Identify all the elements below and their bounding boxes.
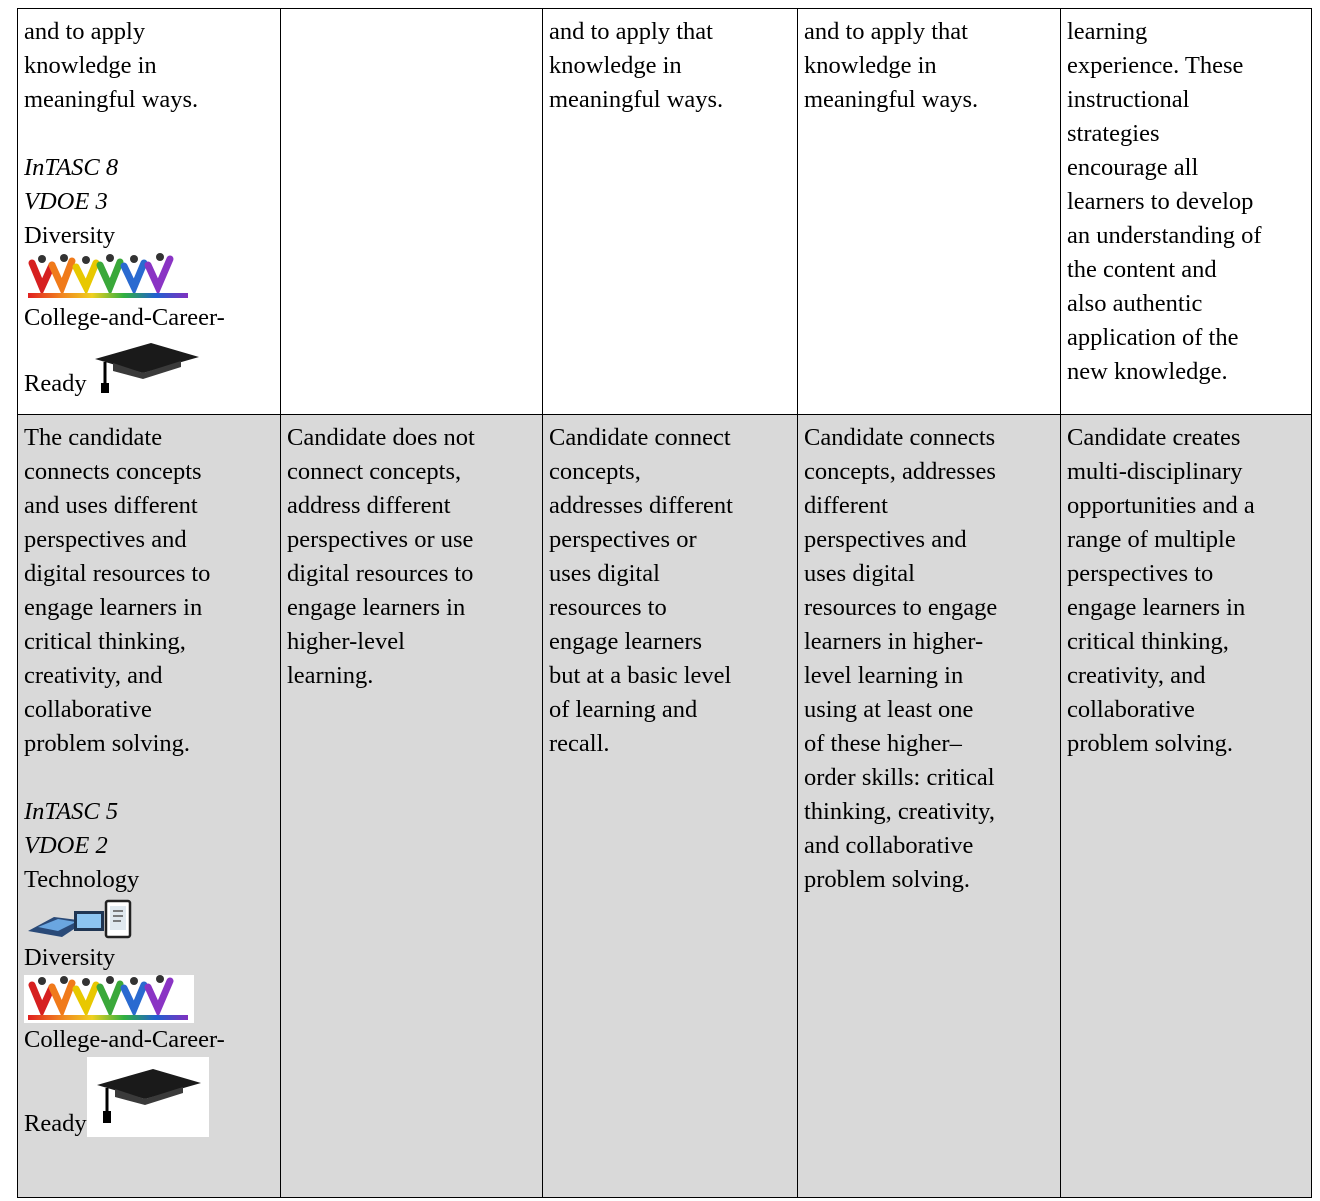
text-line: and to apply (24, 18, 146, 45)
text-line: recall. (549, 730, 610, 757)
tag-label-diversity: Diversity (24, 944, 116, 971)
text-line: problem solving. (24, 730, 191, 757)
text-line: meaningful ways. (549, 86, 724, 113)
text-line: learners in higher- (804, 628, 984, 655)
text-line: addresses different (549, 492, 733, 519)
table-row (18, 9, 1312, 415)
text-line: but at a basic level (549, 662, 732, 689)
text-line: experience. These (1067, 52, 1244, 79)
text-line: learning. (287, 662, 374, 689)
text-line: perspectives and (804, 526, 967, 553)
diversity-people-icon (24, 975, 194, 1023)
text-line: uses digital (549, 560, 660, 587)
text-line: and uses different (24, 492, 198, 519)
text-line: concepts, (549, 458, 641, 485)
text-line: meaningful ways. (24, 86, 199, 113)
tag-label-ready: Ready (24, 1110, 87, 1137)
text-line: new knowledge. (1067, 358, 1228, 385)
text-line: engage learners in (24, 594, 203, 621)
text-line: encourage all (1067, 154, 1199, 181)
level-cell (798, 415, 1061, 1198)
level-cell (1061, 9, 1312, 415)
technology-devices-icon (24, 897, 134, 941)
standard-code: VDOE 3 (24, 188, 108, 215)
text-line: and collaborative (804, 832, 974, 859)
text-line: learning (1067, 18, 1148, 45)
text-line: critical thinking, (1067, 628, 1229, 655)
text-line: multi-disciplinary (1067, 458, 1243, 485)
text-line: opportunities and a (1067, 492, 1255, 519)
level-cell (281, 9, 543, 415)
standard-code: InTASC 5 (24, 798, 119, 825)
text-line: collaborative (24, 696, 152, 723)
tag-label-college-career: College-and-Career- (24, 1026, 225, 1053)
text-line: connects concepts (24, 458, 202, 485)
text-line: problem solving. (804, 866, 971, 893)
text-line: perspectives or (549, 526, 697, 553)
level-cell (798, 9, 1061, 415)
text-line: collaborative (1067, 696, 1195, 723)
text-line: problem solving. (1067, 730, 1234, 757)
text-line: using at least one (804, 696, 974, 723)
text-line: and to apply that (549, 18, 713, 45)
text-line: digital resources to (24, 560, 211, 587)
text-line: address different (287, 492, 451, 519)
table-row (18, 415, 1312, 1198)
level-cell (543, 415, 798, 1198)
text-line: and to apply that (804, 18, 968, 45)
text-line: Candidate connects (804, 424, 996, 451)
text-line: Candidate connect (549, 424, 731, 451)
text-line: Candidate creates (1067, 424, 1241, 451)
text-line: engage learners in (1067, 594, 1246, 621)
text-line: also authentic (1067, 290, 1203, 317)
text-line: connect concepts, (287, 458, 462, 485)
tag-label-college-career: College-and-Career- (24, 304, 225, 331)
level-cell (543, 9, 798, 415)
text-line: perspectives and (24, 526, 187, 553)
tag-label-ready: Ready (24, 370, 87, 397)
text-line: Candidate does not (287, 424, 475, 451)
text-line: resources to engage (804, 594, 998, 621)
level-cell (281, 415, 543, 1198)
text-line: The candidate (24, 424, 163, 451)
text-line: higher-level (287, 628, 405, 655)
text-line: the content and (1067, 256, 1217, 283)
diversity-people-icon (24, 253, 194, 301)
text-line: digital resources to (287, 560, 474, 587)
text-line: application of the (1067, 324, 1239, 351)
level-cell (1061, 415, 1312, 1198)
text-line: engage learners in (287, 594, 466, 621)
text-line: different (804, 492, 888, 519)
text-line: creativity, and (24, 662, 163, 689)
text-line: uses digital (804, 560, 915, 587)
text-line: resources to (549, 594, 667, 621)
text-line: strategies (1067, 120, 1160, 147)
text-line: of learning and (549, 696, 698, 723)
text-line: order skills: critical (804, 764, 995, 791)
tag-label-diversity: Diversity (24, 222, 116, 249)
text-line: range of multiple (1067, 526, 1236, 553)
text-line: learners to develop (1067, 188, 1254, 215)
text-line: perspectives or use (287, 526, 474, 553)
tag-label-technology: Technology (24, 866, 140, 893)
standard-code: InTASC 8 (24, 154, 119, 181)
criterion-cell (18, 9, 281, 415)
text-line: knowledge in (549, 52, 682, 79)
text-line: level learning in (804, 662, 964, 689)
graduation-cap-icon (87, 1057, 209, 1127)
text-line: perspectives to (1067, 560, 1214, 587)
text-line: thinking, creativity, (804, 798, 995, 825)
text-line: knowledge in (804, 52, 937, 79)
text-line: creativity, and (1067, 662, 1206, 689)
text-line: meaningful ways. (804, 86, 979, 113)
text-line: instructional (1067, 86, 1190, 113)
text-line: engage learners (549, 628, 703, 655)
graduation-cap-icon (89, 335, 204, 395)
text-line: of these higher– (804, 730, 962, 757)
standard-code: VDOE 2 (24, 832, 108, 859)
text-line: critical thinking, (24, 628, 186, 655)
text-line: knowledge in (24, 52, 157, 79)
criterion-cell (18, 415, 281, 1198)
rubric-table (17, 8, 1312, 1198)
text-line: concepts, addresses (804, 458, 996, 485)
text-line: an understanding of (1067, 222, 1262, 249)
